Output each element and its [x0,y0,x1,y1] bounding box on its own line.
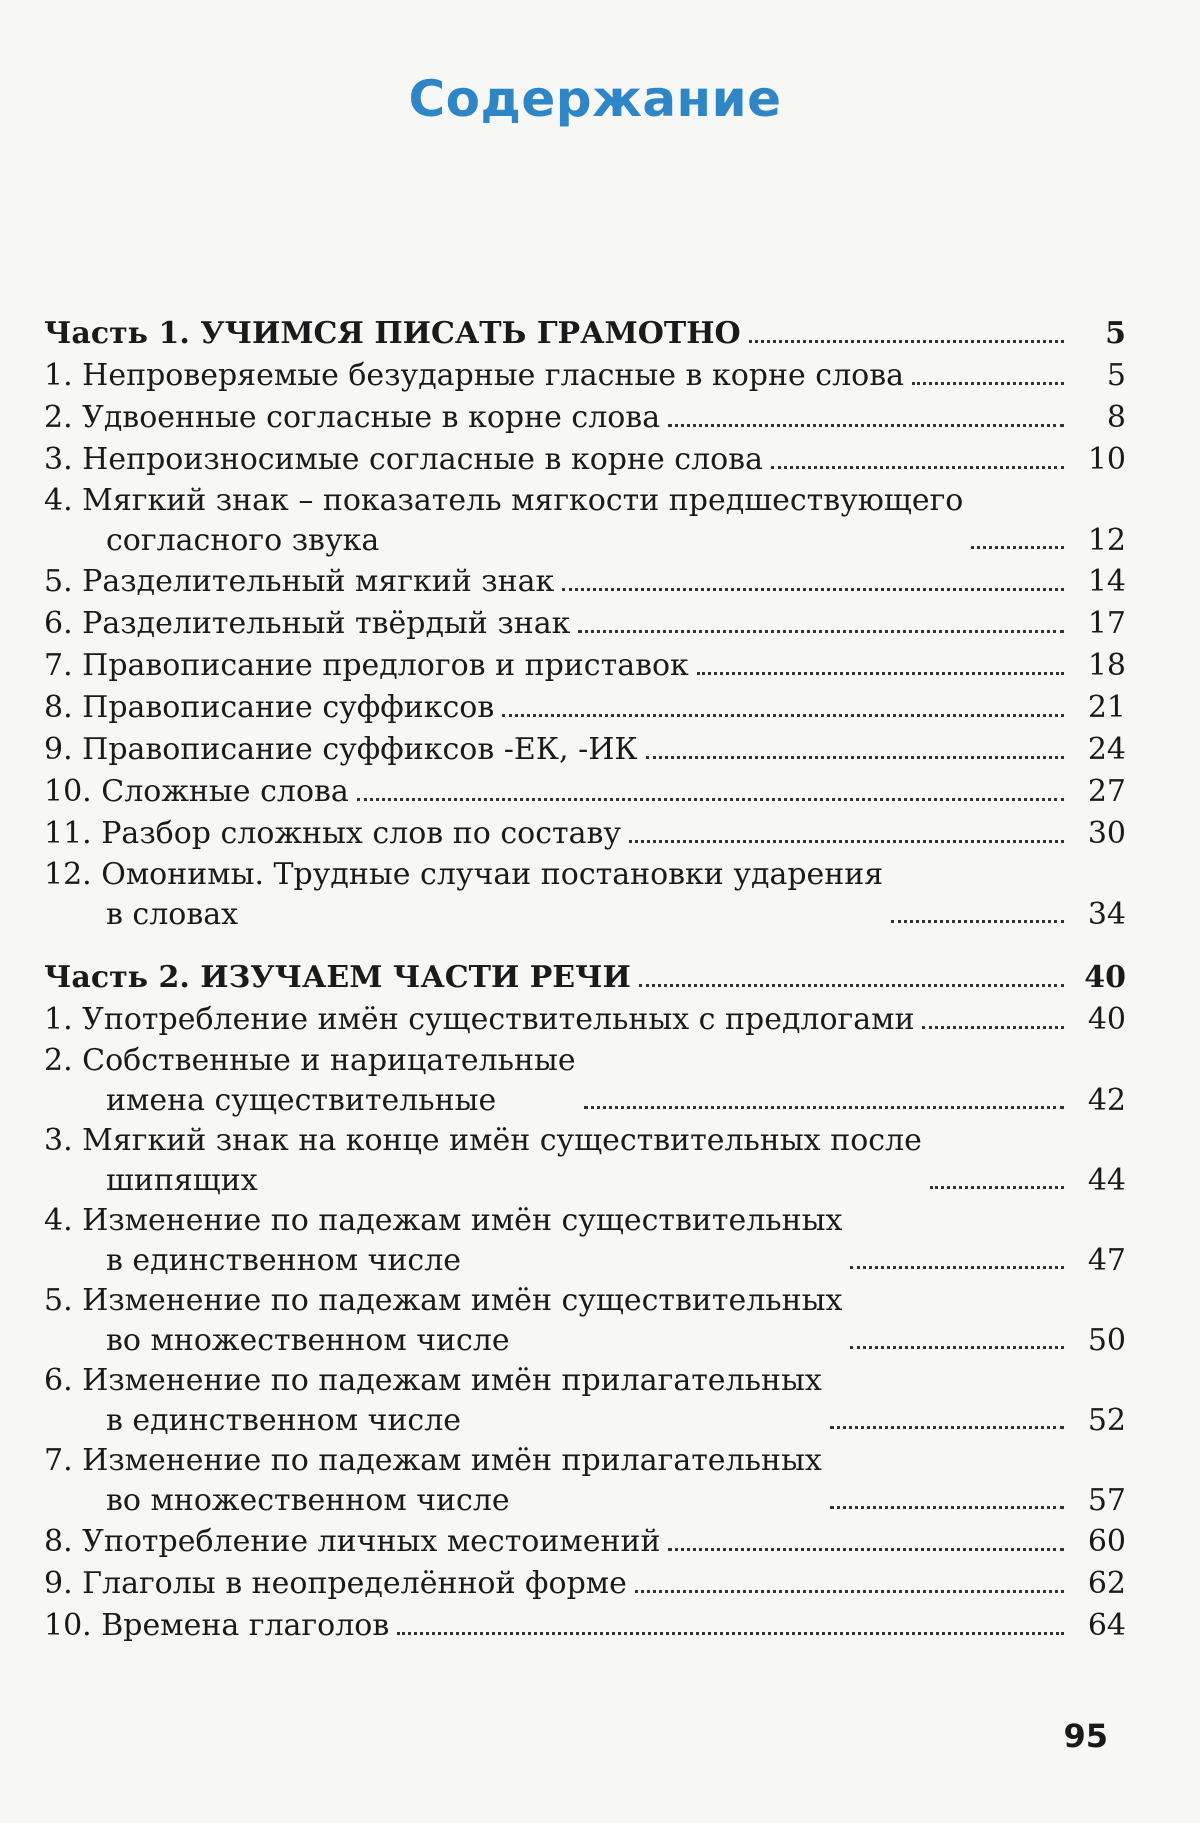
entry-page-number: 34 [1087,897,1126,932]
toc-entry [44,729,1126,771]
dot-leader [830,1426,1064,1429]
toc-entry-title [44,1605,389,1647]
entry-line: 10. Времена глаголов [44,1608,390,1643]
dot-leader [971,546,1064,549]
toc-entry [44,813,1126,855]
dot-leader [697,672,1064,675]
entry-line: 6. Изменение по падежам имён прилагательных [44,1363,822,1398]
dot-leader [891,920,1064,923]
dot-leader [584,1106,1064,1109]
entry-page-number: 44 [1087,1163,1126,1198]
entry-page-number: 60 [1087,1524,1126,1559]
dot-leader [668,1548,1064,1551]
entry-line: 4. Мягкий знак – показатель мягкости предшествующего [44,483,964,518]
toc-entry-title [44,1281,842,1361]
toc-entry-title [44,561,554,603]
table-of-contents [44,313,1126,1647]
toc-entry-title [44,481,963,561]
toc-entry-title [44,729,638,771]
toc-entry [44,1605,1126,1647]
entry-page-number: 30 [1087,816,1126,851]
entry-line: 3. Мягкий знак на конце имён существительных после [44,1123,922,1158]
toc-entry [44,603,1126,645]
dot-leader [830,1506,1064,1509]
toc-entry [44,1041,1126,1121]
part-heading [44,957,1126,999]
entry-page-number: 27 [1087,774,1126,809]
dot-leader [646,756,1064,759]
dot-leader [397,1632,1064,1635]
entry-page-number: 17 [1087,606,1126,641]
toc-entry [44,1521,1126,1563]
dot-leader [771,466,1064,469]
toc-entry-title [44,999,914,1041]
entry-page-number: 50 [1087,1323,1126,1358]
toc-entry [44,645,1126,687]
entry-line: 8. Правописание суффиксов [44,690,495,725]
entry-page-number: 47 [1087,1243,1126,1278]
entry-continuation-line: во множественном числе [106,1323,510,1358]
entry-line: 4. Изменение по падежам имён существительных [44,1203,843,1238]
toc-entry [44,439,1126,481]
page-number: 95 [1063,1717,1108,1755]
toc-entry-title [44,1201,842,1281]
dot-leader [850,1266,1064,1269]
entry-page-number: 42 [1087,1083,1126,1118]
entry-line: 11. Разбор сложных слов по составу [44,816,622,851]
entry-line: 2. Удвоенные согласные в корне слова [44,400,661,435]
dot-leader [629,840,1064,843]
entry-line: 12. Омонимы. Трудные случаи постановки ударения [44,857,884,892]
dot-leader [668,424,1064,427]
entry-page-number: 10 [1087,442,1126,477]
toc-entry-title [44,1041,576,1121]
dot-leader [850,1346,1064,1349]
entry-page-number: 24 [1087,732,1126,767]
toc-entry-title [44,645,689,687]
toc-entry-title [44,1361,822,1441]
entry-line: 3. Непроизносимые согласные в корне слова [44,442,763,477]
entry-continuation-line: в единственном числе [106,1403,462,1438]
entry-page-number: 8 [1106,400,1126,435]
toc-entry-title [44,687,494,729]
toc-entry [44,397,1126,439]
entry-page-number: 52 [1087,1403,1126,1438]
toc-entry-title [44,439,763,481]
toc-entry-title [44,603,570,645]
dot-leader [578,630,1064,633]
toc-entry-title [44,1441,822,1521]
part-heading-label: Часть 2. ИЗУЧАЕМ ЧАСТИ РЕЧИ [44,960,631,995]
entry-line: 5. Разделительный мягкий знак [44,564,555,599]
toc-entry [44,855,1126,935]
dot-leader [635,1590,1064,1593]
toc-entry [44,561,1126,603]
entry-page-number: 12 [1087,523,1126,558]
toc-entry-title [44,855,883,935]
toc-entry-title [44,355,904,397]
entry-page-number: 40 [1087,1002,1126,1037]
entry-line: 8. Употребление личных местоимений [44,1524,661,1559]
entry-line: 1. Употребление имён существительных с предлогами [44,1002,915,1037]
dot-leader [922,1026,1064,1029]
entry-page-number: 14 [1087,564,1126,599]
part-heading [44,313,1126,355]
entry-continuation-line: согласного звука [106,523,380,558]
entry-page-number: 62 [1087,1566,1126,1601]
part-heading-label: Часть 1. УЧИМСЯ ПИСАТЬ ГРАМОТНО [44,316,741,351]
dot-leader [639,984,1064,987]
entry-line: 1. Непроверяемые безударные гласные в корне слова [44,358,904,393]
toc-entry [44,771,1126,813]
dot-leader [502,714,1064,717]
part-page-number: 40 [1084,960,1126,995]
toc-entry [44,1441,1126,1521]
entry-page-number: 57 [1087,1483,1126,1518]
entry-page-number: 5 [1106,358,1126,393]
toc-entry [44,1563,1126,1605]
entry-line: 9. Глаголы в неопределённой форме [44,1566,627,1601]
entry-page-number: 18 [1087,648,1126,683]
dot-leader [562,588,1064,591]
toc-entry [44,481,1126,561]
page-title: Содержание [408,70,782,128]
entry-line: 7. Изменение по падежам имён прилагательных [44,1443,822,1478]
entry-continuation-line: во множественном числе [106,1483,510,1518]
toc-entry [44,355,1126,397]
dot-leader [357,798,1064,801]
entry-line: 2. Собственные и нарицательные [44,1043,576,1078]
toc-entry [44,687,1126,729]
toc-entry [44,1361,1126,1441]
toc-entry [44,1201,1126,1281]
entry-line: 9. Правописание суффиксов -ЕК, -ИК [44,732,638,767]
toc-entry-title [44,1563,627,1605]
toc-entry-title [44,1121,922,1201]
toc-entry [44,999,1126,1041]
toc-entry-title [44,1521,660,1563]
toc-entry-title [44,397,660,439]
entry-page-number: 64 [1087,1608,1126,1643]
entry-page-number: 21 [1087,690,1126,725]
entry-continuation-line: шипящих [106,1163,258,1198]
toc-entry [44,1281,1126,1361]
dot-leader [749,340,1064,343]
entry-line: 5. Изменение по падежам имён существительных [44,1283,843,1318]
toc-entry-title [44,771,349,813]
entry-continuation-line: в единственном числе [106,1243,462,1278]
toc-entry [44,1121,1126,1201]
entry-continuation-line: имена существительные [106,1083,497,1118]
entry-line: 6. Разделительный твёрдый знак [44,606,571,641]
entry-line: 7. Правописание предлогов и приставок [44,648,689,683]
toc-entry-title [44,813,621,855]
dot-leader [912,382,1064,385]
part-page-number: 5 [1105,316,1126,351]
dot-leader [930,1186,1064,1189]
entry-continuation-line: в словах [106,897,239,932]
entry-line: 10. Сложные слова [44,774,349,809]
